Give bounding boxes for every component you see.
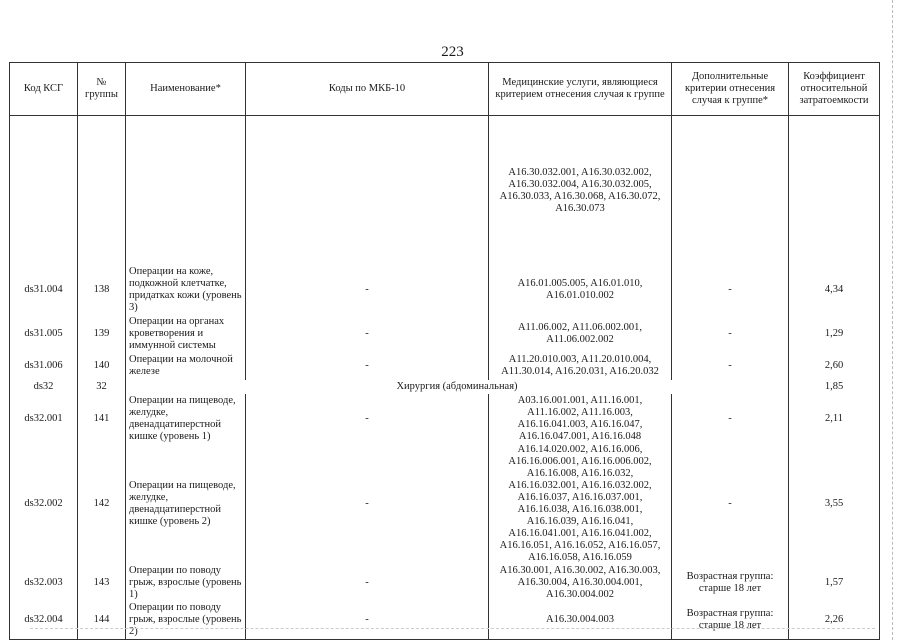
group-cell: 140: [78, 352, 126, 380]
mkb-cell: -: [246, 602, 489, 640]
services-cell: A11.06.002, A11.06.002.001, A11.06.002.002: [489, 316, 672, 352]
services-cell: A16.14.020.002, A16.16.006, A16.16.006.001, A16.16.006.002, A16.16.008, A16.16.032, A16.16.032.001, A16.16.032.002, A16.16.037, A16.16.037.001, A16.16.038, A16.16.038.001, A16.16.039, A16.16.041, A16.16.041.001, A16.16.041.002, A16.16.051, A16.16.052, A16.16.057, A16.16.058, A16.16.059: [489, 444, 672, 564]
header-coefficient: Коэффициент относительной затратоемкости: [789, 63, 880, 116]
extra-criteria-cell: -: [672, 264, 789, 316]
name-cell: Операции по поводу грыж, взрослые (уровень 1): [126, 564, 246, 602]
group-cell: 141: [78, 394, 126, 444]
table-row-profile: [10, 380, 880, 394]
coefficient-cell: 2,26: [789, 602, 880, 640]
coefficient-cell: 2,11: [789, 394, 880, 444]
mkb-cell: -: [246, 264, 489, 316]
extra-criteria-cell: Возрастная группа: старше 18 лет: [672, 602, 789, 640]
extra-criteria-cell: -: [672, 316, 789, 352]
name-cell: Операции на пищеводе, желудке, двенадцатиперстной кишке (уровень 1): [126, 394, 246, 444]
coefficient-cell: 1,57: [789, 564, 880, 602]
coefficient-cell: 1,85: [789, 380, 880, 394]
group-cell: 143: [78, 564, 126, 602]
ksg-code-cell: ds32.001: [10, 394, 78, 444]
table-row: [10, 564, 880, 602]
extra-criteria-cell: -: [672, 444, 789, 564]
extra-criteria-cell: -: [672, 352, 789, 380]
group-cell: 138: [78, 264, 126, 316]
mkb-cell: -: [246, 564, 489, 602]
group-cell: 32: [78, 380, 126, 394]
ksg-code-cell: ds32.003: [10, 564, 78, 602]
services-cell: A11.20.010.003, A11.20.010.004, A11.30.014, A16.20.031, A16.20.032: [489, 352, 672, 380]
name-cell: Операции на органах кроветворения и иммунной системы: [126, 316, 246, 352]
header-services: Медицинские услуги, являющиеся критерием отнесения случая к группе: [489, 63, 672, 116]
coefficient-cell: 3,55: [789, 444, 880, 564]
table-row: [10, 602, 880, 640]
group-cell: 144: [78, 602, 126, 640]
page-number: 223: [441, 44, 464, 60]
ksg-code-cell: ds32: [10, 380, 78, 394]
coefficient-cell: 1,29: [789, 316, 880, 352]
group-cell: 142: [78, 444, 126, 564]
table-row: [10, 444, 880, 564]
table-row: [10, 394, 880, 444]
ksg-code-cell: ds31.005: [10, 316, 78, 352]
services-cell: A16.01.005.005, A16.01.010, A16.01.010.002: [489, 264, 672, 316]
group-cell: 139: [78, 316, 126, 352]
table-row: [10, 352, 880, 380]
ksg-code-cell: ds32.002: [10, 444, 78, 564]
scan-edge-marks: [891, 0, 893, 640]
coefficient-cell: 4,34: [789, 264, 880, 316]
name-cell: Операции на пищеводе, желудке, двенадцатиперстной кишке (уровень 2): [126, 444, 246, 564]
header-name: Наименование*: [126, 63, 246, 116]
scan-bottom-marks: [30, 628, 875, 630]
header-group-no: № группы: [78, 63, 126, 116]
ksg-code-cell: ds31.006: [10, 352, 78, 380]
mkb-cell: -: [246, 316, 489, 352]
profile-name-cell: Хирургия (абдоминальная): [126, 380, 789, 394]
mkb-cell: -: [246, 444, 489, 564]
services-cell: A16.30.032.001, A16.30.032.002, A16.30.032.004, A16.30.032.005, A16.30.033, A16.30.068, A16.30.072, A16.30.073: [489, 116, 672, 264]
table-row: [10, 264, 880, 316]
table-row: [10, 316, 880, 352]
header-row: [10, 63, 880, 116]
services-cell: A16.30.001, A16.30.002, A16.30.003, A16.30.004, A16.30.004.001, A16.30.004.002: [489, 564, 672, 602]
ksg-code-cell: ds31.004: [10, 264, 78, 316]
header-code-ksg: Код КСГ: [10, 63, 78, 116]
extra-criteria-cell: Возрастная группа: старше 18 лет: [672, 564, 789, 602]
mkb-cell: -: [246, 352, 489, 380]
mkb-cell: -: [246, 394, 489, 444]
ksg-code-cell: ds32.004: [10, 602, 78, 640]
name-cell: Операции по поводу грыж, взрослые (уровень 2): [126, 602, 246, 640]
name-cell: Операции на молочной железе: [126, 352, 246, 380]
header-mkb: Коды по МКБ-10: [246, 63, 489, 116]
services-cell: A03.16.001.001, A11.16.001, A11.16.002, A11.16.003, A16.16.041.003, A16.16.047, A16.16.047.001, A16.16.048: [489, 394, 672, 444]
ksg-table: [9, 62, 880, 640]
table-row-continuation: [10, 116, 880, 264]
header-extra-criteria: Дополнительные критерии отнесения случая к группе*: [672, 63, 789, 116]
extra-criteria-cell: -: [672, 394, 789, 444]
coefficient-cell: 2,60: [789, 352, 880, 380]
name-cell: Операции на коже, подкожной клетчатке, придатках кожи (уровень 3): [126, 264, 246, 316]
services-cell: A16.30.004.003: [489, 602, 672, 640]
